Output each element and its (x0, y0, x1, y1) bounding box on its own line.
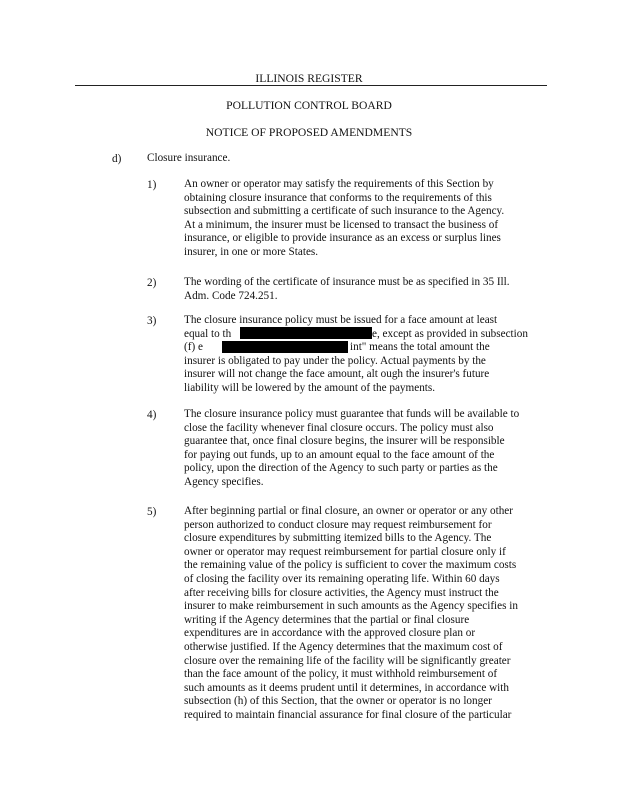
paragraph-line: The closure insurance policy must be issued for a face amount at least (184, 314, 498, 326)
paragraph-line: Adm. Code 724.251. (184, 289, 278, 302)
paragraph-line: person authorized to conduct closure may request reimbursement for (184, 518, 492, 531)
paragraph-line: close the facility whenever final closure occurs. The policy must also (184, 421, 494, 434)
paragraph-line: subsection and submitting a certificate of such insurance to the Agency. (184, 205, 505, 218)
paragraph-line: insurer will not change the face amount, alt ough the insurer's future (184, 368, 490, 381)
paragraph-line: such amounts as it deems prudent until it determines, in accordance with (184, 681, 509, 694)
paragraph-line: writing if the Agency determines that the partial or final closure (184, 613, 470, 626)
paragraph-line: insurer to make reimbursement in such amounts as the Agency specifies in (184, 600, 518, 613)
header-rule (75, 85, 547, 86)
redaction-block (240, 327, 372, 339)
paragraph-line: e, except as provided in subsection (372, 327, 528, 340)
paragraph-line: policy, upon the direction of the Agency to such party or parties as the (184, 462, 498, 475)
paragraph-line: obtaining closure insurance that conforms to the requirements of this (184, 191, 492, 204)
item-2-number: 2) (147, 277, 157, 289)
paragraph-line: After beginning partial or final closure, an owner or operator or any other (184, 505, 513, 517)
paragraph-line: otherwise justified. If the Agency determines that the maximum cost of (184, 641, 503, 653)
notice-title: NOTICE OF PROPOSED AMENDMENTS (205, 126, 413, 139)
paragraph-line: after receiving bills for closure activities, the Agency must instruct the (184, 586, 499, 599)
paragraph-line: The closure insurance policy must guarantee that funds will be available to (184, 408, 520, 420)
paragraph-line: required to maintain financial assurance for final closure of the particular (184, 709, 512, 721)
paragraph-line: insurer is obligated to pay under the policy. Actual payments by the (184, 354, 486, 367)
item-1-number: 1) (147, 179, 157, 191)
paragraph-line: An owner or operator may satisfy the requirements of this Section by (184, 178, 494, 190)
paragraph-line: for paying out funds, up to an amount equal to the face amount of the (184, 448, 495, 461)
section-d-label: d) (112, 153, 122, 165)
paragraph-line: expenditures are in accordance with the approved closure plan or (184, 627, 476, 640)
item-5-number: 5) (147, 506, 157, 518)
paragraph-line: closure expenditures by submitting itemized bills to the Agency. The (184, 532, 492, 545)
item-3-number: 3) (147, 315, 157, 327)
paragraph-line: owner or operator may request reimbursement for partial closure only if (184, 545, 506, 558)
paragraph-line: of closing the facility over its remaining operating life. Within 60 days (184, 573, 500, 585)
paragraph-line: The wording of the certificate of insurance must be as specified in 35 Ill. (184, 276, 510, 288)
paragraph-line: (f) e (184, 341, 203, 354)
paragraph-line: closure over the remaining life of the facility will be significantly greater (184, 654, 511, 667)
paragraph-line: than the face amount of the policy, it must withhold reimbursement of (184, 668, 498, 681)
paragraph-line: Agency specifies. (184, 476, 264, 488)
register-title: ILLINOIS REGISTER (255, 72, 363, 85)
paragraph-line: insurance, or eligible to provide insurance as an excess or surplus lines (184, 232, 501, 245)
paragraph-line: subsection (h) of this Section, that the owner or operator is no longer (184, 695, 492, 708)
paragraph-line: equal to th (184, 327, 232, 340)
paragraph-line: guarantee that, once final closure begins, the insurer will be responsible (184, 435, 505, 448)
redaction-block (222, 341, 348, 353)
section-d-title: Closure insurance. (147, 152, 231, 164)
paragraph-line: int" means the total amount the (350, 341, 490, 354)
board-title: POLLUTION CONTROL BOARD (226, 99, 392, 112)
paragraph-line: liability will be lowered by the amount of the payments. (184, 382, 436, 394)
paragraph-line: insurer, in one or more States. (184, 246, 319, 258)
paragraph-line: the remaining value of the policy is sufficient to cover the maximum costs (184, 559, 517, 572)
item-4-number: 4) (147, 409, 157, 421)
paragraph-line: At a minimum, the insurer must be licensed to transact the business of (184, 218, 499, 231)
